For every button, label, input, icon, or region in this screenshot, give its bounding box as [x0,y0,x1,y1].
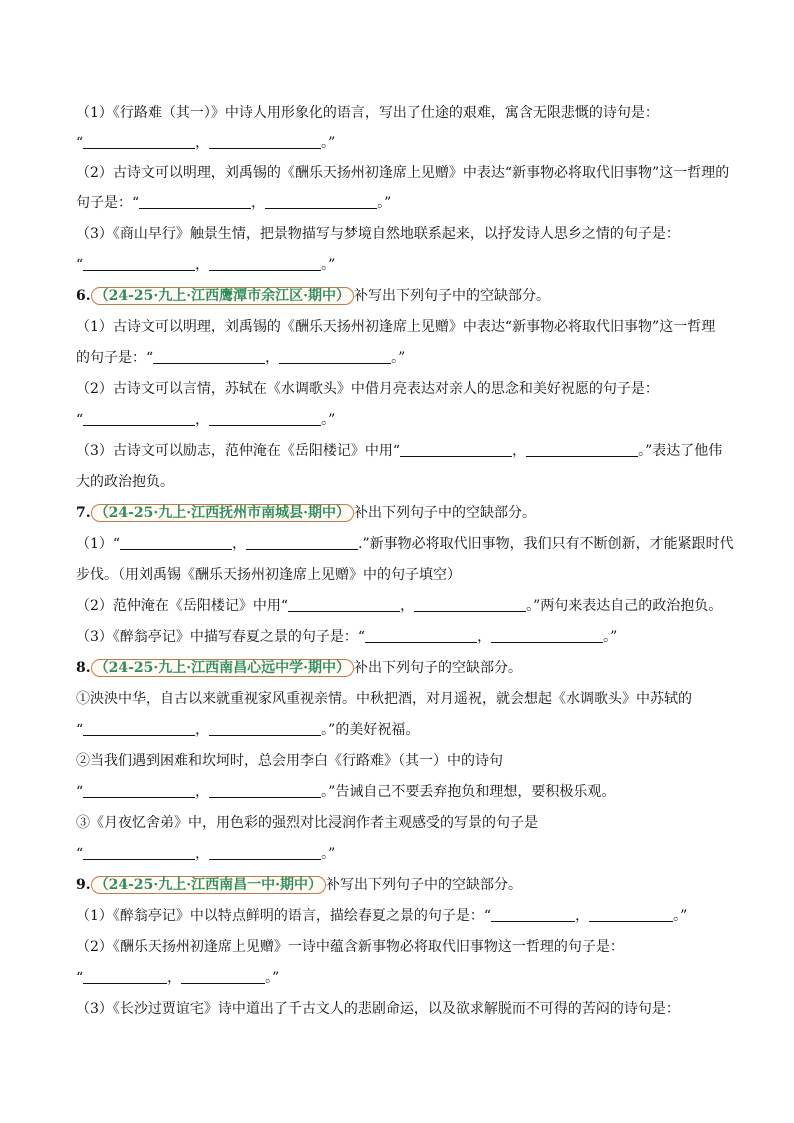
answer-blank[interactable] [209,256,321,271]
answer-blank[interactable] [83,969,167,984]
question-header: 7. （24-25·九上·江西抚州市南城县·期中） 补出下列句子中的空缺部分。 [76,505,537,521]
source-badge: （24-25·九上·江西鹰潭市余江区·期中） [91,287,354,305]
answer-blank[interactable] [589,907,673,922]
source-badge: （24-25·九上·江西南昌心远中学·期中） [91,659,354,677]
question-line: 大的政治抱负。 [76,474,174,490]
answer-blank[interactable] [526,442,638,457]
question-line: （3）《商山早行》触景生情，把景物描写与梦境自然地联系起来，以抒发诗人思乡之情的句子是： [76,226,680,242]
question-header: 6. （24-25·九上·江西鹰潭市余江区·期中） 补写出下列句子中的空缺部分。 [76,288,551,304]
answer-blank[interactable] [400,442,512,457]
answer-line: “ ， 。” [76,412,336,428]
question-line: （3）古诗文可以励志，范仲淹在《岳阳楼记》中用“ ， 。”表达了他伟 [76,443,723,459]
question-line: 步伐。（用刘禹锡《酬乐天扬州初逢席上见赠》中的句子填空） [76,567,461,583]
answer-blank[interactable] [209,134,321,149]
question-line: （3）《长沙过贾谊宅》诗中道出了千古文人的悲剧命运，以及欲求解脱而不可得的苦闷的诗句是： [76,1001,680,1017]
answer-blank[interactable] [181,969,265,984]
question-line: ③《月夜忆舍弟》中，用色彩的强烈对比浸润作者主观感受的写景的句子是 [76,815,538,831]
answer-blank[interactable] [279,349,391,364]
answer-line: （1）《醉翁亭记》中以特点鲜明的语言，描绘春夏之景的句子是：“ ， 。” [76,908,688,924]
answer-line: “ ， 。” [76,135,336,151]
question-line: （1）古诗文可以明理，刘禹锡的《酬乐天扬州初逢席上见赠》中表达“新事物必将取代旧事物”这一哲理 [76,319,716,335]
answer-blank[interactable] [83,845,195,860]
answer-line: “ ， 。” [76,257,336,273]
answer-blank[interactable] [209,845,321,860]
answer-blank[interactable] [288,597,400,612]
question-line: （2）《酬乐天扬州初逢席上见赠》一诗中蕴含新事物必将取代旧事物这一哲理的句子是： [76,939,624,955]
answer-blank[interactable] [365,628,477,643]
question-header: 8. （24-25·九上·江西南昌心远中学·期中） 补出下列句子的空缺部分。 [76,660,523,676]
answer-line: （3）《醉翁亭记》中描写春夏之景的句子是：“ ， 。” [76,629,618,645]
answer-line: 句子是：“ ， 。” [76,195,392,211]
answer-blank[interactable] [209,783,321,798]
answer-line: “ ， 。”告诫自己不要丢弃抱负和理想，要积极乐观。 [76,784,616,800]
question-line: （2）古诗文可以明理，刘禹锡的《酬乐天扬州初逢席上见赠》中表达“新事物必将取代旧事物”这一哲理的 [76,165,730,181]
source-badge: （24-25·九上·江西抚州市南城县·期中） [91,504,354,522]
answer-blank[interactable] [414,597,526,612]
answer-line: “ ， 。” [76,846,336,862]
question-header: 9. （24-25·九上·江西南昌一中·期中） 补写出下列句子中的空缺部分。 [76,877,523,893]
answer-blank[interactable] [153,349,265,364]
answer-blank[interactable] [120,535,232,550]
answer-blank[interactable] [209,411,321,426]
answer-blank[interactable] [491,628,603,643]
answer-blank[interactable] [209,721,321,736]
answer-line: （2）范仲淹在《岳阳楼记》中用“ ， 。”两句来表达自己的政治抱负。 [76,598,723,614]
question-line: ①泱泱中华，自古以来就重视家风重视亲情。中秋把酒，对月遥祝，就会想起《水调歌头》中苏轼的 [76,691,692,707]
answer-blank[interactable] [246,535,358,550]
answer-blank[interactable] [265,194,377,209]
question-line: （2）古诗文可以言情，苏轼在《水调歌头》中借月亮表达对亲人的思念和美好祝愿的句子是： [76,381,659,397]
answer-blank[interactable] [491,907,575,922]
source-badge: （24-25·九上·江西南昌一中·期中） [91,876,326,894]
answer-line: “ ， 。” [76,970,280,986]
answer-blank[interactable] [139,194,251,209]
answer-line: 的句子是：“ ， 。” [76,350,406,366]
question-line: ②当我们遇到困难和坎坷时，总会用李白《行路难》（其一）中的诗句 [76,753,503,769]
answer-blank[interactable] [83,783,195,798]
answer-blank[interactable] [83,134,195,149]
answer-blank[interactable] [83,256,195,271]
answer-line: “ ， 。”的美好祝福。 [76,722,420,738]
answer-blank[interactable] [83,721,195,736]
answer-blank[interactable] [83,411,195,426]
question-line: （1）《行路难（其一）》中诗人用形象化的语言，写出了仕途的艰难，寓含无限悲慨的诗句是： [76,105,659,121]
answer-line: （1）“ ， .”新事物必将取代旧事物，我们只有不断创新，才能紧跟时代 [76,536,734,552]
